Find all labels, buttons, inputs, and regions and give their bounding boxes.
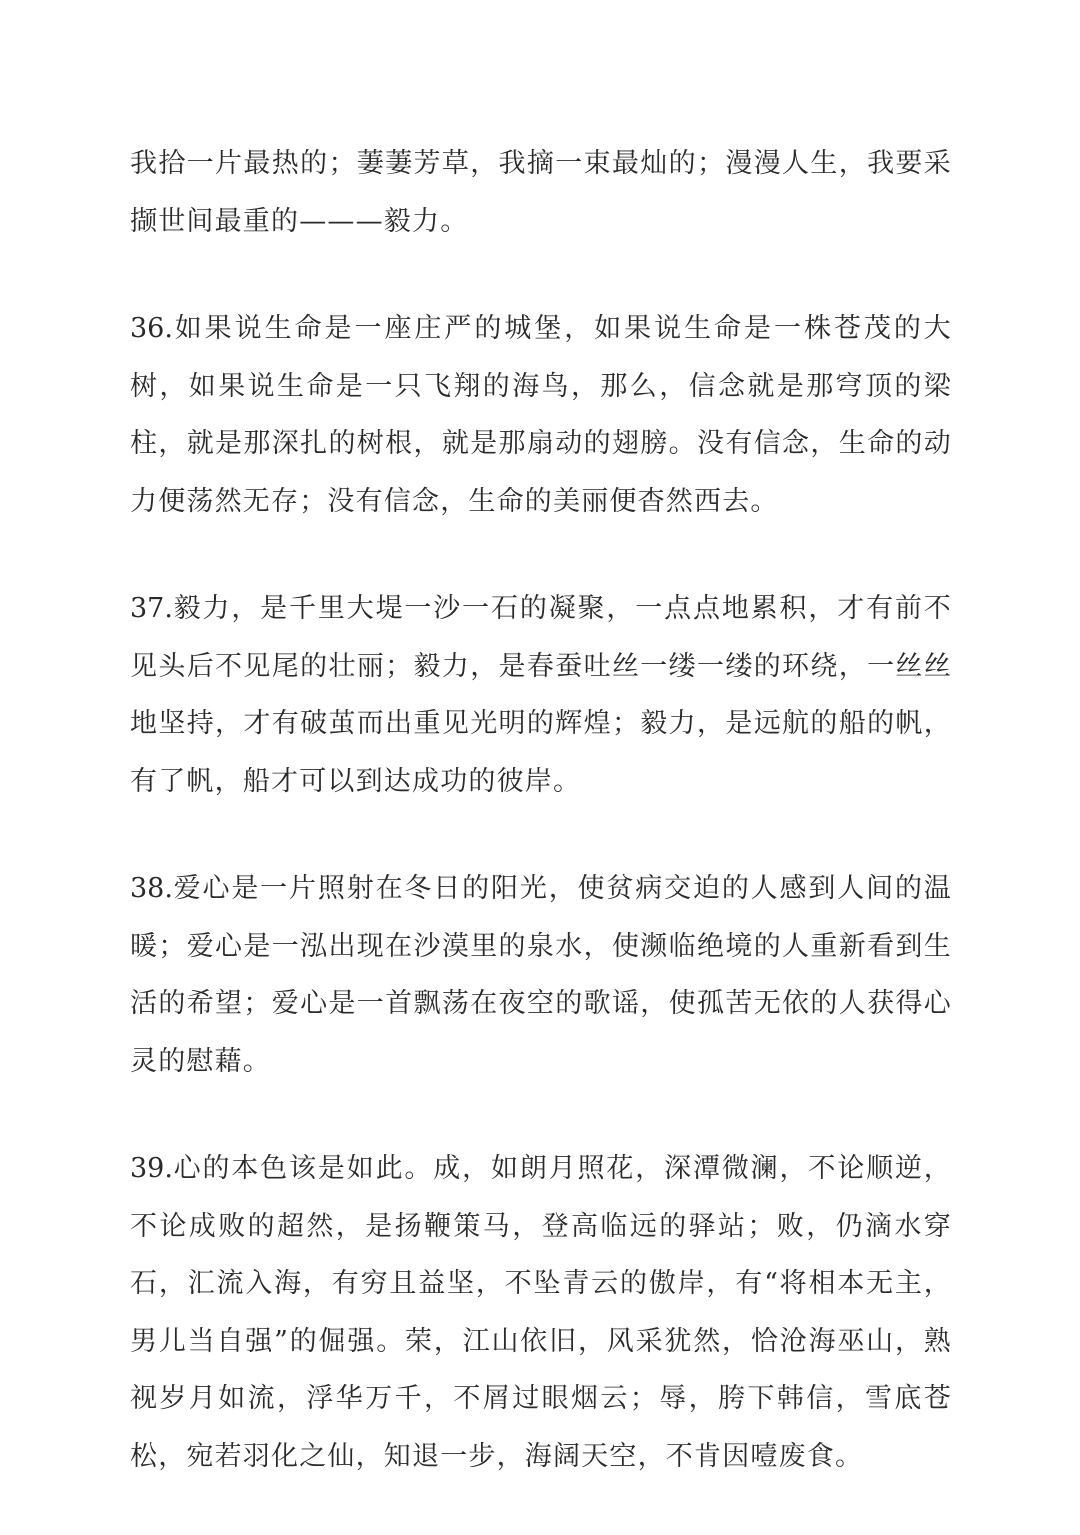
paragraph-text: 如果说生命是一座庄严的城堡，如果说生命是一株苍茂的大树，如果说生命是一只飞翔的海鸟，那么，信念就是那穹顶的梁柱，就是那深扎的树根，就是那扇动的翅膀。没有信念，生命的动力便荡然无存；没有信念，生命的美丽便杳然西去。 [130,313,952,517]
paragraph-38 [130,860,952,1090]
paragraph-number: 36. [130,313,173,344]
paragraph-text: 毅力，是千里大堤一沙一石的凝聚，一点点地累积，才有前不见头后不见尾的壮丽；毅力，是春蚕吐丝一缕一缕的环绕，一丝丝地坚持，才有破茧而出重见光明的辉煌；毅力，是远航的船的帆，有了帆，船才可以到达成功的彼岸。 [130,593,952,797]
paragraph-continuation [130,135,952,250]
paragraph-37 [130,580,952,810]
paragraph-39 [130,1140,952,1485]
paragraph-number: 39. [130,1153,173,1184]
paragraph-36 [130,300,952,530]
paragraph-number: 37. [130,593,173,624]
document-page [130,135,952,1535]
paragraph-text: 心的本色该是如此。成，如朗月照花，深潭微澜，不论顺逆，不论成败的超然，是扬鞭策马，登高临远的驿站；败，仍滴水穿石，汇流入海，有穷且益坚，不坠青云的傲岸，有“将相本无主，男儿当自强”的倔强。荣，江山依旧，风采犹然，恰沧海巫山，熟视岁月如流，浮华万千，不屑过眼烟云；辱，胯下韩信，雪底苍松，宛若羽化之仙，知退一步，海阔天空，不肯因噎废食。 [130,1153,952,1472]
paragraph-text: 我拾一片最热的；萋萋芳草，我摘一束最灿的；漫漫人生，我要采撷世间最重的———毅力。 [130,148,952,237]
paragraph-text: 爱心是一片照射在冬日的阳光，使贫病交迫的人感到人间的温暖；爱心是一泓出现在沙漠里的泉水，使濒临绝境的人重新看到生活的希望；爱心是一首飘荡在夜空的歌谣，使孤苦无依的人获得心灵的慰藉。 [130,873,952,1077]
paragraph-number: 38. [130,873,173,904]
